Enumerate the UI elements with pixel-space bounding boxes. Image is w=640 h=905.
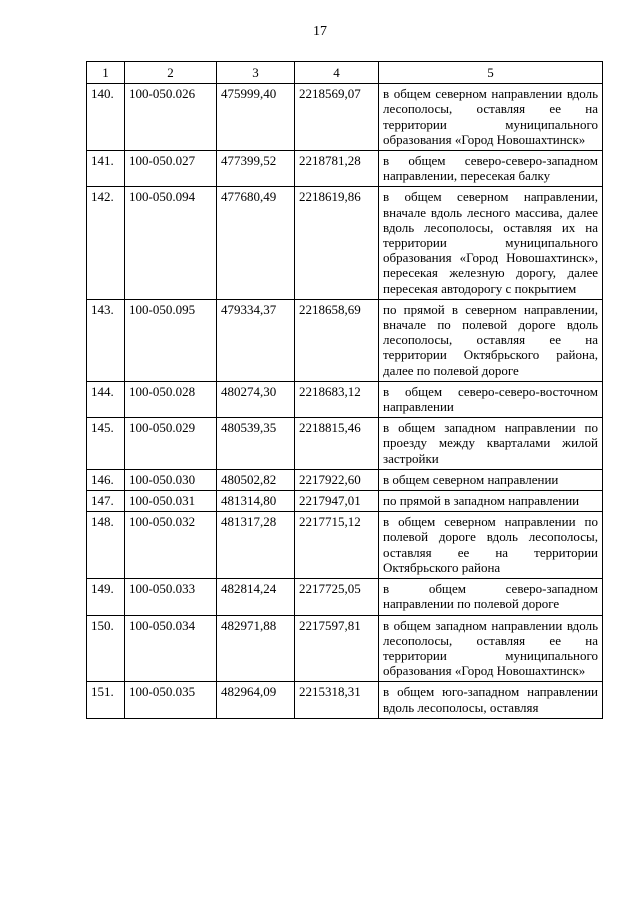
- table-row: [87, 682, 603, 718]
- boundary-description-cell: в общем северном направлении вдоль лесополосы, оставляя ее на территории муниципального образования «Город Новошахтинск»: [379, 84, 603, 151]
- boundary-description-cell: в общем северо-северо-западном направлении, пересекая балку: [379, 151, 603, 187]
- y-coordinate-cell: 2217947,01: [295, 491, 379, 512]
- y-coordinate-cell: 2217597,81: [295, 615, 379, 682]
- header-col-1: 1: [87, 62, 125, 84]
- y-coordinate-cell: 2218815,46: [295, 418, 379, 470]
- row-number-cell: 145.: [87, 418, 125, 470]
- y-coordinate-cell: 2217715,12: [295, 512, 379, 579]
- table-row: [87, 381, 603, 417]
- table-body: [87, 84, 603, 719]
- row-number-cell: 151.: [87, 682, 125, 718]
- point-code-cell: 100-050.028: [125, 381, 217, 417]
- table-row: [87, 84, 603, 151]
- page-number: 17: [313, 24, 327, 39]
- header-col-4: 4: [295, 62, 379, 84]
- boundary-description-cell: по прямой в северном направлении, вначале по полевой дороге вдоль лесополосы, оставляя ее на территории Октябрьского района, далее по полевой дороге: [379, 299, 603, 381]
- point-code-cell: 100-050.029: [125, 418, 217, 470]
- header-col-5: 5: [379, 62, 603, 84]
- x-coordinate-cell: 480539,35: [217, 418, 295, 470]
- row-number-cell: 146.: [87, 469, 125, 490]
- point-code-cell: 100-050.095: [125, 299, 217, 381]
- y-coordinate-cell: 2218781,28: [295, 151, 379, 187]
- y-coordinate-cell: 2218619,86: [295, 187, 379, 299]
- row-number-cell: 143.: [87, 299, 125, 381]
- boundary-description-cell: в общем северном направлении, вначале вдоль лесного массива, далее вдоль лесополосы, оставляя их на территории муниципального образования «Город Новошахтинск», пересекая железную дорогу, далее пересекая автодорогу с покрытием: [379, 187, 603, 299]
- x-coordinate-cell: 482814,24: [217, 579, 295, 615]
- boundary-description-cell: по прямой в западном направлении: [379, 491, 603, 512]
- table-row: [87, 615, 603, 682]
- point-code-cell: 100-050.033: [125, 579, 217, 615]
- x-coordinate-cell: 479334,37: [217, 299, 295, 381]
- boundary-description-cell: в общем северо-западном направлении по полевой дороге: [379, 579, 603, 615]
- point-code-cell: 100-050.027: [125, 151, 217, 187]
- row-number-cell: 141.: [87, 151, 125, 187]
- boundary-description-cell: в общем северном направлении по полевой дороге вдоль лесополосы, оставляя ее на территории Октябрьского района: [379, 512, 603, 579]
- y-coordinate-cell: 2217922,60: [295, 469, 379, 490]
- table-row: [87, 491, 603, 512]
- point-code-cell: 100-050.034: [125, 615, 217, 682]
- table-row: [87, 151, 603, 187]
- point-code-cell: 100-050.031: [125, 491, 217, 512]
- row-number-cell: 150.: [87, 615, 125, 682]
- x-coordinate-cell: 481317,28: [217, 512, 295, 579]
- row-number-cell: 140.: [87, 84, 125, 151]
- table-row: [87, 579, 603, 615]
- row-number-cell: 142.: [87, 187, 125, 299]
- table-header-row: [87, 62, 603, 84]
- y-coordinate-cell: 2218569,07: [295, 84, 379, 151]
- x-coordinate-cell: 480502,82: [217, 469, 295, 490]
- table-row: [87, 418, 603, 470]
- y-coordinate-cell: 2218658,69: [295, 299, 379, 381]
- table-row: [87, 469, 603, 490]
- boundary-points-table: [86, 61, 603, 719]
- point-code-cell: 100-050.026: [125, 84, 217, 151]
- y-coordinate-cell: 2218683,12: [295, 381, 379, 417]
- point-code-cell: 100-050.030: [125, 469, 217, 490]
- table-row: [87, 299, 603, 381]
- row-number-cell: 149.: [87, 579, 125, 615]
- x-coordinate-cell: 477399,52: [217, 151, 295, 187]
- point-code-cell: 100-050.035: [125, 682, 217, 718]
- row-number-cell: 148.: [87, 512, 125, 579]
- boundary-description-cell: в общем западном направлении по проезду между кварталами жилой застройки: [379, 418, 603, 470]
- x-coordinate-cell: 477680,49: [217, 187, 295, 299]
- header-col-2: 2: [125, 62, 217, 84]
- point-code-cell: 100-050.032: [125, 512, 217, 579]
- x-coordinate-cell: 475999,40: [217, 84, 295, 151]
- x-coordinate-cell: 480274,30: [217, 381, 295, 417]
- table-row: [87, 187, 603, 299]
- boundary-description-cell: в общем северо-северо-восточном направлении: [379, 381, 603, 417]
- header-col-3: 3: [217, 62, 295, 84]
- y-coordinate-cell: 2217725,05: [295, 579, 379, 615]
- boundary-description-cell: в общем западном направлении вдоль лесополосы, оставляя ее на территории муниципального образования «Город Новошахтинск»: [379, 615, 603, 682]
- row-number-cell: 144.: [87, 381, 125, 417]
- point-code-cell: 100-050.094: [125, 187, 217, 299]
- x-coordinate-cell: 482964,09: [217, 682, 295, 718]
- x-coordinate-cell: 481314,80: [217, 491, 295, 512]
- row-number-cell: 147.: [87, 491, 125, 512]
- y-coordinate-cell: 2215318,31: [295, 682, 379, 718]
- x-coordinate-cell: 482971,88: [217, 615, 295, 682]
- boundary-description-cell: в общем северном направлении: [379, 469, 603, 490]
- table-row: [87, 512, 603, 579]
- boundary-description-cell: в общем юго-западном направлении вдоль лесополосы, оставляя: [379, 682, 603, 718]
